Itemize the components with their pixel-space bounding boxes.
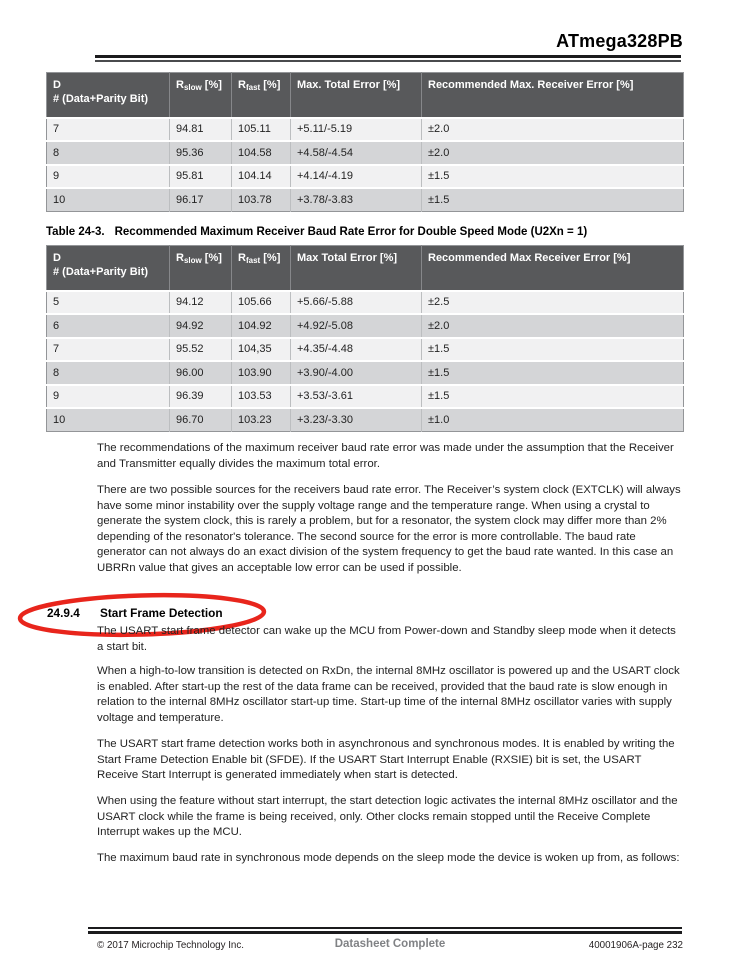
header-rule-thick (95, 55, 681, 58)
table-cell: +4.58/-4.54 (291, 141, 422, 165)
table-row (47, 408, 684, 432)
column-header: Recommended Max. Receiver Error [%] (422, 73, 684, 118)
table-cell: +3.23/-3.30 (291, 408, 422, 432)
table-cell: 94.81 (170, 118, 232, 142)
table-row (47, 361, 684, 385)
table-cell: 96.70 (170, 408, 232, 432)
table-row (47, 165, 684, 189)
footer-rule (88, 927, 682, 934)
table-cell: 9 (47, 165, 170, 189)
table-cell: ±1.5 (422, 165, 684, 189)
table-row (47, 291, 684, 315)
table-cell: ±2.0 (422, 118, 684, 142)
table-row (47, 118, 684, 142)
table-cell: +3.78/-3.83 (291, 188, 422, 212)
table-cell: 10 (47, 188, 170, 212)
table-cell: ±2.0 (422, 141, 684, 165)
table-cell: ±1.5 (422, 361, 684, 385)
table-cell: 96.39 (170, 385, 232, 409)
table-cell: ±1.5 (422, 188, 684, 212)
footer-copyright: © 2017 Microchip Technology Inc. (97, 940, 244, 951)
table-cell: ±2.5 (422, 291, 684, 315)
table-cell: 104.92 (232, 314, 291, 338)
page-title: ATmega328PB (556, 31, 683, 51)
footer-doc-status: Datasheet Complete (334, 938, 446, 950)
footer-page-number: 40001906A-page 232 (588, 940, 683, 951)
table-cell: +3.90/-4.00 (291, 361, 422, 385)
table-cell: +5.11/-5.19 (291, 118, 422, 142)
table-caption-text: Recommended Maximum Receiver Baud Rate Error for Double Speed Mode (U2Xn = 1) (114, 226, 588, 238)
section-heading (47, 606, 223, 620)
table-row (47, 314, 684, 338)
table-row (47, 385, 684, 409)
table-row (47, 141, 684, 165)
table-cell: 104.58 (232, 141, 291, 165)
table-cell: 103.53 (232, 385, 291, 409)
column-header: Max. Total Error [%] (291, 73, 422, 118)
table-cell: +3.53/-3.61 (291, 385, 422, 409)
footer-rule-thick (88, 931, 682, 934)
table-cell: 104.14 (232, 165, 291, 189)
footer-rule-thin (88, 927, 682, 929)
table-cell: ±1.5 (422, 385, 684, 409)
table-caption (46, 226, 587, 238)
table-cell: 104,35 (232, 338, 291, 362)
table-cell: ±1.5 (422, 338, 684, 362)
table-cell: +4.14/-4.19 (291, 165, 422, 189)
baud-rate-error-table-normal-mode (46, 72, 684, 212)
table-cell: 7 (47, 338, 170, 362)
table-cell: 95.52 (170, 338, 232, 362)
table-cell: 7 (47, 118, 170, 142)
table-cell: 103.90 (232, 361, 291, 385)
header-rule-thin (95, 60, 681, 62)
table-cell: 95.81 (170, 165, 232, 189)
paragraph-max-baud-rate: The maximum baud rate in synchronous mode depends on the sleep mode the device is woken up from, as follows: (97, 852, 680, 864)
table-cell: 8 (47, 361, 170, 385)
header-rule (95, 55, 681, 62)
table-cell: +5.66/-5.88 (291, 291, 422, 315)
table-row (47, 338, 684, 362)
table-cell: 94.12 (170, 291, 232, 315)
table-cell: 5 (47, 291, 170, 315)
table-cell: 96.00 (170, 361, 232, 385)
section-title: Start Frame Detection (100, 606, 223, 620)
table-cell: 105.11 (232, 118, 291, 142)
table-cell: 10 (47, 408, 170, 432)
column-header: D # (Data+Parity Bit) (47, 246, 170, 291)
table-cell: ±1.0 (422, 408, 684, 432)
column-header: $R_{slow}$ [%] (170, 73, 232, 118)
paragraph-sfde-rxsie: The USART start frame detection works both in asynchronous and synchronous modes. It is enabled by writing the Start Frame Detection Enable bit (SFDE). If the USART Start Interrupt Enable (RXSIE) bit is set, the USART Receive Start Interrupt is generated immediately when start is detected. (97, 738, 675, 782)
paragraph-recommendations: The recommendations of the maximum receiver baud rate error was made under the assumption that the Receiver and Transmitter equally divides the maximum total error. (97, 442, 674, 470)
table-cell: 9 (47, 385, 170, 409)
section-number: 24.9.4 (47, 606, 80, 620)
table-cell: 105.66 (232, 291, 291, 315)
paragraph-start-frame-detector: The USART start frame detector can wake up the MCU from Power-down and Standby sleep mode when it detects a start bit. (97, 625, 676, 653)
table-cell: 94.92 (170, 314, 232, 338)
table-row (47, 188, 684, 212)
column-header: $R_{fast}$ [%] (232, 246, 291, 291)
column-header: D # (Data+Parity Bit) (47, 73, 170, 118)
table-cell: 6 (47, 314, 170, 338)
table-cell: +4.92/-5.08 (291, 314, 422, 338)
paragraph-high-to-low-transition: When a high-to-low transition is detected on RxDn, the internal 8MHz oscillator is powered up and the USART clock is enabled. After start-up the rest of the data frame can be received, provided that the baud rate is slow enough in relation to the internal 8MHz oscillator start-up time. Start-up time of the internal 8MHz oscillator varies with supply voltage and temperature. (97, 665, 680, 724)
paragraph-error-sources: There are two possible sources for the receivers baud rate error. The Receiver’s system clock (EXTCLK) will always have some minor instability over the supply voltage range and the temperature range. When using a crystal to generate the system clock, this is rarely a problem, but for a resonator, the system clock may differ more than 2% depending of the resonator's tolerance. The second source for the error is more controllable. The baud rate generator can not always do an exact division of the system frequency to get the baud rate wanted. In this case an UBRRn value that gives an acceptable low error can be used if possible. (97, 484, 681, 574)
table-cell: +4.35/-4.48 (291, 338, 422, 362)
table-cell: 95.36 (170, 141, 232, 165)
table-cell: ±2.0 (422, 314, 684, 338)
column-header: $R_{fast}$ [%] (232, 73, 291, 118)
table-cell: 103.78 (232, 188, 291, 212)
table-caption-label: Table 24-3. (46, 226, 105, 238)
baud-rate-error-table-double-speed-mode (46, 245, 684, 432)
table-cell: 96.17 (170, 188, 232, 212)
table-cell: 8 (47, 141, 170, 165)
column-header: $R_{slow}$ [%] (170, 246, 232, 291)
column-header: Recommended Max Receiver Error [%] (422, 246, 684, 291)
column-header: Max Total Error [%] (291, 246, 422, 291)
paragraph-without-start-interrupt: When using the feature without start interrupt, the start detection logic activates the internal 8MHz oscillator and the USART clock while the frame is being received, only. Other clocks remain stopped until the Receive Complete Interrupt wakes up the MCU. (97, 795, 678, 839)
table-cell: 103.23 (232, 408, 291, 432)
